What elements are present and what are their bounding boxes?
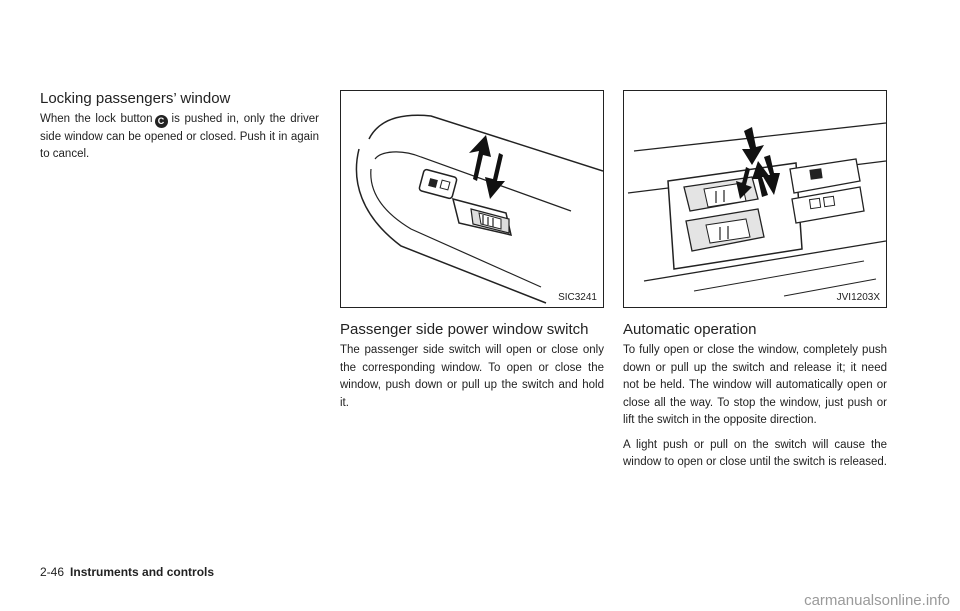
driver-switch-illustration xyxy=(624,91,886,307)
figure-code-jvi1203x: JVI1203X xyxy=(836,292,880,303)
automatic-operation-text xyxy=(623,342,887,479)
locking-window-text xyxy=(40,111,319,164)
section-title: Instruments and controls xyxy=(70,565,215,579)
locking-text-end: is pushed in, only the driver side window can be opened or closed. Push it in again to cancel. xyxy=(40,113,319,160)
page-number: 2-46 xyxy=(40,565,65,579)
figure-code-sic3241: SIC3241 xyxy=(558,292,597,303)
passenger-switch-paragraph: The passenger side switch will open or close only the corresponding window. To open or close the window, push down or pull up the switch and hold it. xyxy=(340,344,604,409)
locking-window-heading: Locking passengers’ window xyxy=(40,90,231,107)
automatic-operation-paragraph-2: A light push or pull on the switch will cause the window to open or close until the switch is released. xyxy=(623,438,888,468)
page-footer xyxy=(40,565,214,579)
passenger-switch-heading: Passenger side power window switch xyxy=(340,321,589,338)
watermark: carmanualsonline.info xyxy=(804,592,950,609)
passenger-switch-illustration xyxy=(341,91,603,307)
locking-text-start: When the lock button xyxy=(40,113,153,125)
passenger-switch-figure xyxy=(340,90,604,308)
automatic-operation-figure xyxy=(623,90,887,308)
automatic-operation-paragraph-1: To fully open or close the window, completely push down or pull up the switch and release it; it need not be held. The window will automatically open or close all the way. To stop the window, just push or lift the switch in the opposite direction. xyxy=(623,344,887,426)
automatic-operation-heading: Automatic operation xyxy=(623,321,757,338)
callout-c-icon: C xyxy=(155,115,168,128)
passenger-switch-text xyxy=(340,342,604,419)
